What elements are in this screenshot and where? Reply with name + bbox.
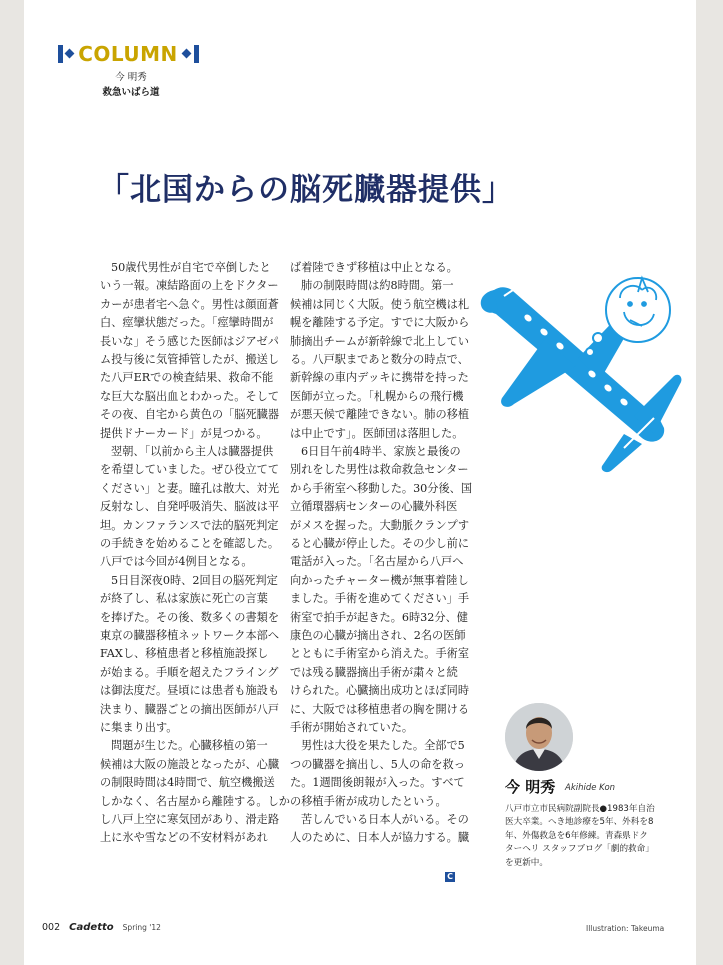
body-line: し八戸上空に寒気団があり、滑走路 [100,813,280,826]
body-line: 6日目午前4時半、家族と最後の [301,445,461,458]
body-line: は中止です」。医師団は落胆した。 [290,426,464,440]
body-line: る。八戸駅まであと数分の時点で、 [290,353,469,366]
bio-line: ターヘリ スタッフブログ「劇的救命」 [505,844,654,855]
body-line: を捧げた。その後、数多くの書類を [100,610,280,624]
body-line: とともに手術室から消えた。手術室 [290,647,470,661]
author-name-roman: Akihide Kon [565,783,616,793]
body-line: な巨大な脳出血とわかった。そして [100,389,280,403]
bio-line: 医大卒業。へき地診療を5年、外科を8 [505,817,654,828]
body-line: しかなく、名古屋から離陸する。しか [100,794,290,808]
body-line: つの臓器を摘出し、5人の命を救っ [290,757,465,771]
series-name: 救急いばら道 [102,87,160,98]
body-line: 候補は同じく大阪。使う航空機は札 [290,297,470,311]
column-label: COLUMN [78,42,178,66]
body-line: けられた。心臓摘出成功とほぼ同時 [290,684,470,698]
body-line: 八戸では今回が4例目となる。 [100,555,253,569]
column-header [58,40,198,68]
bio-line: 八戸市立市民病院副院長●1983年自治 [505,804,655,814]
body-line: から手術室へ移動した。30分後、国 [290,481,473,495]
author-photo [505,703,573,771]
body-line: が終了し、私は家族に死亡の言葉 [100,592,268,606]
page-number: 002 [42,922,61,933]
body-line: ください」と妻。瞳孔は散大、対光 [100,481,280,495]
body-line: 5日目深夜0時、2回目の脳死判定 [111,573,278,587]
body-line: 苦しんでいる日本人がいる。その [301,813,469,826]
article-title: 「北国からの脳死臓器提供」 [98,172,514,208]
end-mark: C [445,872,455,882]
airplane-illustration [474,248,684,478]
body-line: では残る臓器摘出手術が粛々と続 [290,665,458,679]
body-line: 東京の臓器移植ネットワーク本部へ [100,629,280,642]
body-line: ました。手術を進めてください」手 [290,592,470,606]
body-line: を希望していました。ぜひ役立てて [100,463,280,477]
magazine-name: Cadetto [69,922,114,933]
body-line: 反射なし、自発呼吸消失、脳波は平 [100,500,280,514]
body-line: 長いな」そう感じた医師はジアゼパ [100,334,279,348]
body-line: 電話が入った。「名古屋から八戸へ [290,555,464,569]
body-line: FAXし、移植患者と移植施設探し [100,647,269,661]
header-bar-left [58,45,63,63]
body-line: 上に氷や雪などの不安材料があれ [100,831,268,845]
body-line: の移植手術が成功したという。 [290,794,447,808]
body-line: に、大阪では移植患者の胸を開ける [290,702,470,716]
body-line: 立循環器病センターの心臓外科医 [290,500,458,514]
body-line: の手続きを始めることを確認した。 [100,537,280,550]
body-line: 白、痙攣状態だった。「痙攣時間が [100,316,274,330]
body-line: 手術が開始されていた。 [290,721,414,734]
body-line: に集まり出す。 [100,721,178,734]
body-line: 肺摘出チームが新幹線で北上してい [290,334,470,348]
bio-line: 年、外傷救急を6年修練。青森県ドク [505,830,648,841]
body-line: た。1週間後朗報が入った。すべて [290,776,465,790]
author-name: 今 明秀 [505,778,556,796]
body-line: 決まり、臓器ごとの摘出医師が八戸 [100,702,280,716]
body-line: 術室で拍手が起きた。6時32分、健 [290,610,468,624]
header-author: 今 明秀 [115,72,147,83]
body-line: た八戸ERでの検査結果、救命不能 [100,371,274,385]
body-line: ム投与後に気管挿管したが、搬送し [100,353,280,366]
body-line: 別れをした男性は救命救急センター [290,463,469,477]
issue-label: Spring '12 [122,923,161,932]
body-line: 人のために、日本人が協力する。臓 [290,831,470,845]
body-line: いう一報。凍結路面の上をドクター [100,279,279,293]
body-line: 坦。カンファランスで法的脳死判定 [100,518,279,532]
body-line: が始まる。手順を超えたフライング [100,665,279,679]
body-line: 提供ドナーカード」が見つかる。 [100,426,268,440]
header-diamond-right [182,49,192,59]
illustration-credit: Illustration: Takeuma [586,924,665,933]
body-line: 康色の心臓が摘出され、2名の医師 [290,629,466,642]
body-line: は御法度だ。昼頃には患者も施設も [100,684,280,698]
body-line: が悪天候で離陸できない。肺の移植 [290,408,470,422]
body-line: 医師が立った。「札幌からの飛行機 [290,389,464,403]
bio-line: を更新中。 [505,857,548,868]
body-line: ると心臓が停止した。その少し前に [290,537,470,550]
author-bio [505,803,675,870]
body-line: ば着陸できず移植は中止となる。 [290,261,458,274]
body-line: その夜、自宅から黄色の「脳死臓器 [100,408,280,422]
body-line: 男性は大役を果たした。全部で5 [301,739,465,753]
body-line: の制限時間は4時間で、航空機搬送 [100,776,275,790]
body-line: 幌を離陸する予定。すでに大阪から [290,316,470,330]
page-footer [42,922,161,934]
body-line: 候補は大阪の施設となったが、心臓 [100,757,280,771]
body-line: がメスを握った。大動脈クランプす [290,518,470,532]
body-line: 新幹線の車内デッキに携帯を持った [290,371,469,385]
body-line: 肺の制限時間は約8時間。第一 [301,279,454,293]
body-line: カーが患者宅へ急ぐ。男性は顔面蒼 [100,297,279,311]
body-line: 50歳代男性が自宅で卒倒したと [111,261,271,274]
header-bar-right [194,45,199,63]
body-line: 向かったチャーター機が無事着陸し [290,573,469,587]
header-diamond-left [65,49,75,59]
body-line: 問題が生じた。心臓移植の第一 [111,739,268,753]
body-line: 翌朝、「以前から主人は臓器提供 [111,445,274,458]
author-portrait-icon [505,703,573,771]
magazine-page [24,0,696,965]
